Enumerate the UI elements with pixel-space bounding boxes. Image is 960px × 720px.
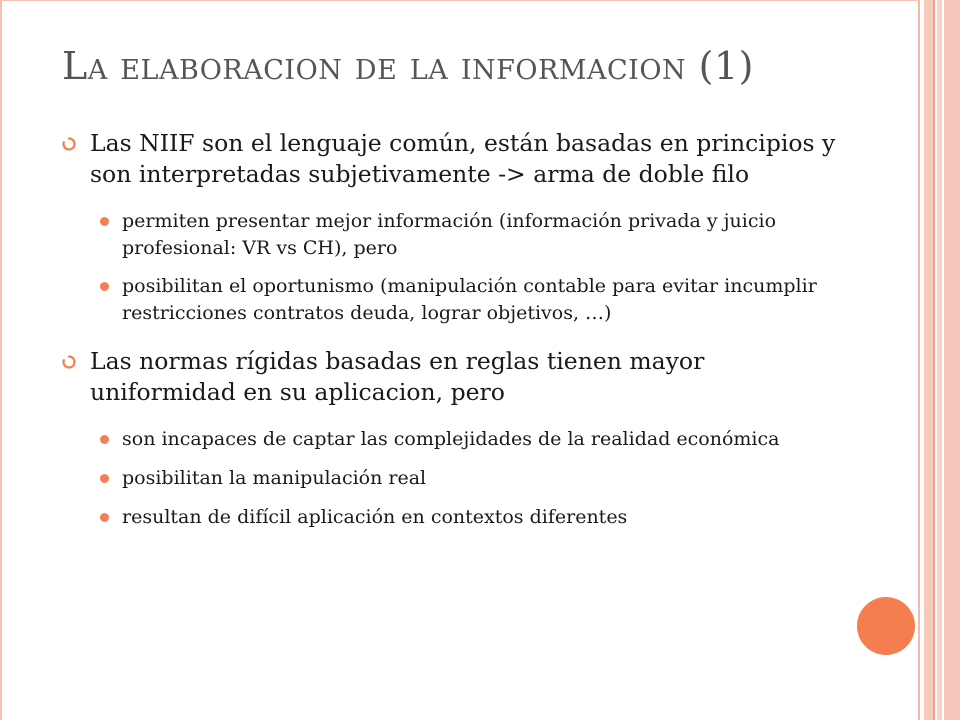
- bullet-level2: [62, 504, 842, 531]
- swirl-bullet-icon: [62, 137, 76, 151]
- bullet-level2: [62, 465, 842, 492]
- bullet-text: posibilitan la manipulación real: [122, 467, 427, 490]
- decorative-stripe: [924, 0, 933, 720]
- decorative-stripe: [933, 0, 935, 720]
- dot-bullet-icon: [100, 217, 109, 226]
- decorative-stripe: [937, 0, 942, 720]
- slide-border-top: [0, 0, 918, 1]
- dot-bullet-icon: [100, 282, 109, 291]
- bullet-level2: [62, 208, 842, 261]
- swirl-bullet-icon: [62, 355, 76, 369]
- decorative-orange-circle: [857, 597, 915, 655]
- bullet-text: posibilitan el oportunismo (manipulación contable para evitar incumplir restricciones contratos deuda, lograr objetivos, …): [122, 275, 817, 324]
- bullet-level2: [62, 273, 842, 326]
- decorative-stripe: [944, 0, 960, 720]
- slide-title: La elaboracion de la informacion (1): [62, 44, 754, 88]
- slide-content: [62, 128, 842, 542]
- bullet-level1: [62, 346, 842, 408]
- bullet-text: resultan de difícil aplicación en contextos diferentes: [122, 505, 628, 528]
- dot-bullet-icon: [100, 474, 109, 483]
- bullet-text: permiten presentar mejor información (información privada y juicio profesional: VR vs CH), pero: [122, 210, 777, 259]
- dot-bullet-icon: [100, 513, 109, 522]
- bullet-level1: [62, 128, 842, 190]
- slide-border-left: [0, 0, 2, 720]
- bullet-level2: [62, 426, 842, 453]
- bullet-text: Las normas rígidas basadas en reglas tienen mayor uniformidad en su aplicacion, pero: [90, 347, 705, 407]
- decorative-stripe: [918, 0, 920, 720]
- bullet-text: son incapaces de captar las complejidades de la realidad económica: [122, 428, 780, 451]
- dot-bullet-icon: [100, 435, 109, 444]
- bullet-text: Las NIIF son el lenguaje común, están basadas en principios y son interpretadas subjetivamente -> arma de doble filo: [90, 129, 836, 189]
